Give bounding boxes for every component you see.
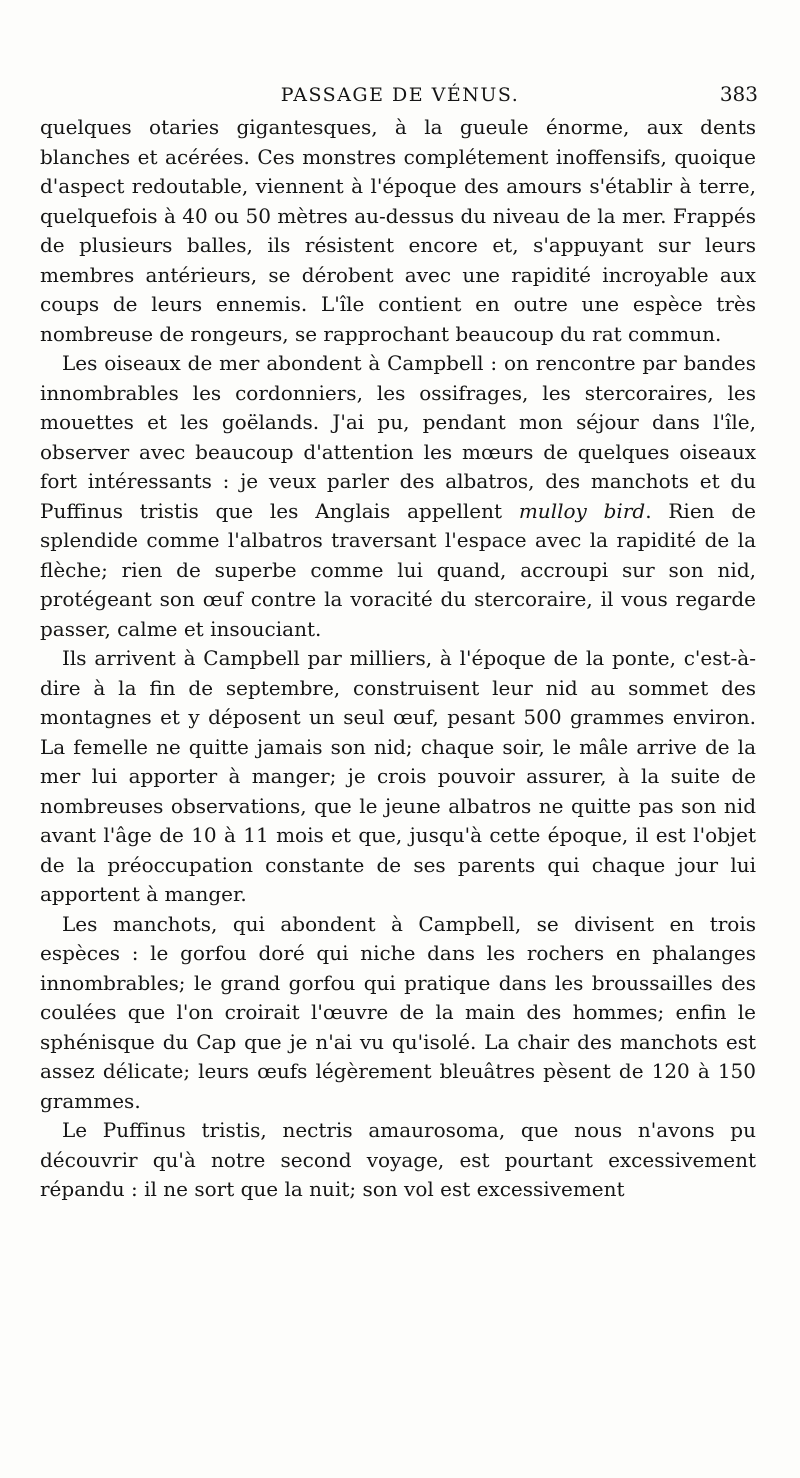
paragraph-albatros: Ils arrivent à Campbell par milliers, à l'époque de la ponte, c'est-à-dire à la fin de septembre, construisent leur nid au sommet des montagnes et y déposent un seul œuf, pesant 500 grammes environ. La femelle ne quitte jamais son nid; chaque soir, le mâle arrive de la mer lui apporter à manger; je crois pouvoir assurer, à la suite de nombreuses observations, que le jeune albatros ne quitte pas son nid avant l'âge de 10 à 11 mois et que, jusqu'à cette époque, il est l'objet de la préoccupation constante de ses parents qui chaque jour lui apportent à manger. bbox=[40, 646, 756, 906]
running-title: PASSAGE DE VÉNUS. bbox=[280, 84, 520, 106]
running-head bbox=[0, 80, 800, 110]
paragraph-otaries: quelques otaries gigantesques, à la gueule énorme, aux dents blanches et acérées. Ces monstres complétement inoffensifs, quoique d'aspect redoutable, viennent à l'époque des amours s'établir à terre, quelquefois à 40 ou 50 mètres au-dessus du niveau de la mer. Frappés de plusieurs balles, ils résistent encore et, s'appuyant sur leurs membres antérieurs, se dérobent avec une rapidité incroyable aux coups de leurs ennemis. L'île contient en outre une espèce très nombreuse de rongeurs, se rapprochant beaucoup du rat commun. bbox=[40, 115, 756, 346]
body-text bbox=[40, 113, 756, 1205]
paragraph-oiseaux-text: Les oiseaux de mer abondent à Campbell : on rencontre par bandes innombrables les cordonniers, les ossifrages, les stercoraires, les mouettes et les goëlands. J'ai pu, pendant mon séjour dans l'île, observer avec beaucoup d'attention les mœurs de quelques oiseaux fort intéressants : je veux parler des albatros, des manchots et du Puffinus tristis que les Anglais appellent bbox=[40, 351, 756, 523]
paragraph-oiseaux bbox=[40, 349, 756, 644]
mulloy-bird-term: mulloy bird bbox=[518, 498, 646, 523]
paragraph-puffinus: Le Puffinus tristis, nectris amaurosoma, que nous n'avons pu découvrir qu'à notre second voyage, est pourtant excessivement répandu : il ne sort que la nuit; son vol est excessivement bbox=[40, 1118, 756, 1201]
paragraph-manchots: Les manchots, qui abondent à Campbell, se divisent en trois espèces : le gorfou doré qui niche dans les rochers en phalanges innombrables; le grand gorfou qui pratique dans les broussailles des coulées que l'on croirait l'œuvre de la main des hommes; enfin le sphénisque du Cap que je n'ai vu qu'isolé. La chair des manchots est assez délicate; leurs œufs légèrement bleuâtres pèsent de 120 à 150 grammes. bbox=[40, 911, 756, 1113]
paragraph-oiseaux-text-end: . Rien de splendide comme l'albatros traversant l'espace avec la rapidité de la flèche; rien de superbe comme lui quand, accroupi sur son nid, protégeant son œuf contre la voracité du stercoraire, il vous regarde passer, calme et insouciant. bbox=[40, 498, 756, 641]
page-number: 383 bbox=[719, 82, 758, 106]
